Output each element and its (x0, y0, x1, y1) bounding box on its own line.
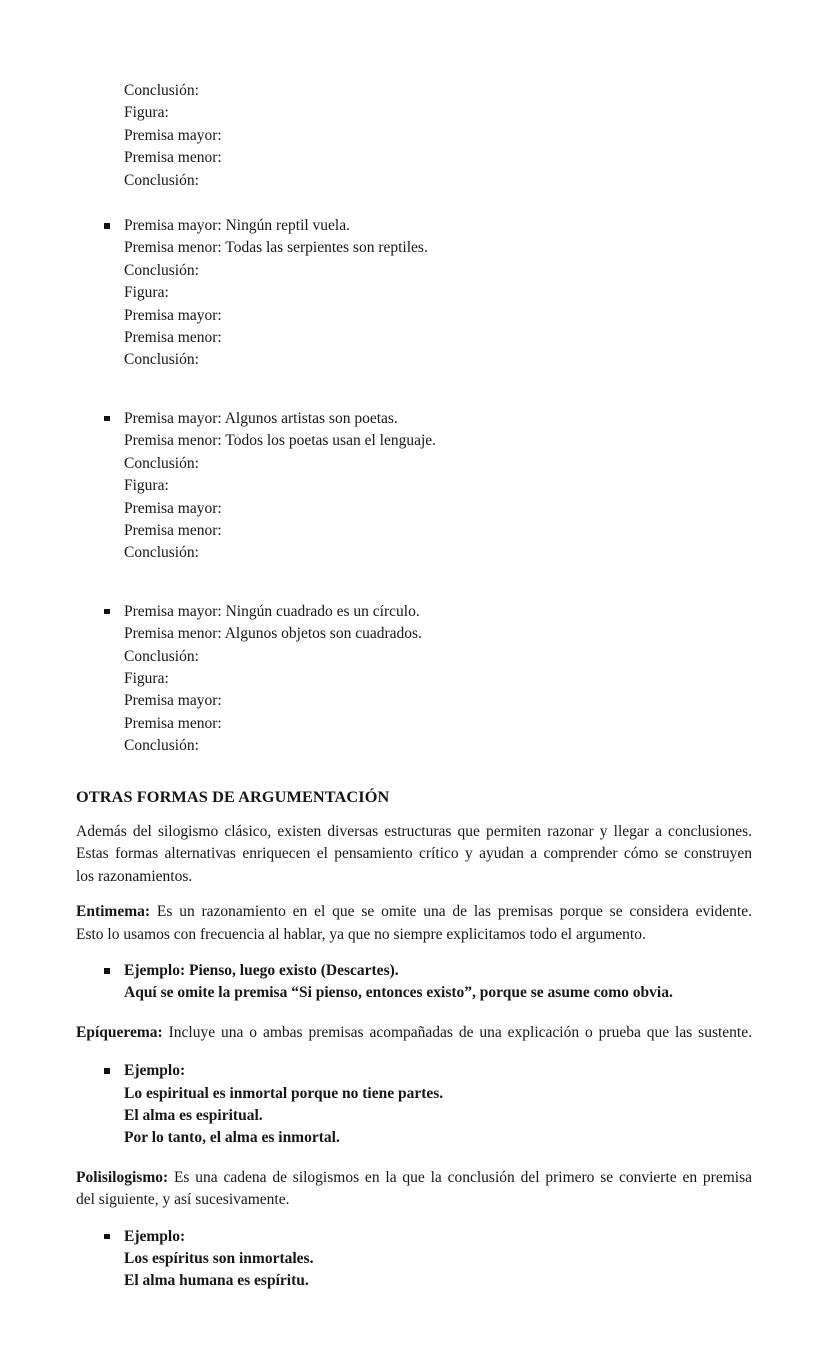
field-label: Conclusión: (124, 647, 199, 665)
syllogism-item (76, 408, 752, 565)
premise-line: Premisa menor: Todos los poetas usan el lenguaje. (124, 432, 437, 450)
field-label: Conclusión: (124, 351, 199, 369)
example-line: Aquí se omite la premisa “Si pienso, entonces existo”, porque se asume como obvia. (124, 984, 673, 1002)
syllogism-continuation-block (76, 80, 752, 192)
example-line: El alma es espiritual. (124, 1107, 263, 1125)
bullet-square-icon (104, 968, 110, 974)
bullet-square-icon (104, 609, 110, 615)
premise-line: Premisa mayor: Ningún cuadrado es un círculo. (124, 602, 420, 620)
term-definition: Es una cadena de silogismos en la que la conclusión del primero se convierte en premisa (168, 1168, 752, 1186)
bullet-square-icon (104, 1068, 110, 1074)
field-label: Conclusión: (124, 82, 199, 99)
example-line: Ejemplo: Pienso, luego existo (Descartes). (124, 962, 399, 979)
field-label: Conclusión: (124, 171, 199, 189)
field-label: Premisa menor: (124, 329, 222, 347)
example-line: Los espíritus son inmortales. (124, 1250, 314, 1268)
paragraph-line (76, 1167, 752, 1189)
bullet-square-icon (104, 1234, 110, 1240)
intro-paragraph (76, 821, 752, 888)
term-label: Entimema: (76, 903, 151, 921)
field-label: Premisa mayor: (124, 692, 222, 710)
polisilogismo-definition (76, 1167, 752, 1212)
premise-line: Premisa mayor: Ningún reptil vuela. (124, 217, 350, 235)
field-label: Conclusión: (124, 737, 199, 755)
premise-line: Premisa mayor: Algunos artistas son poetas. (124, 409, 398, 427)
premise-line: Premisa menor: Todas las serpientes son reptiles. (124, 239, 428, 257)
section-heading: OTRAS FORMAS DE ARGUMENTACIÓN (76, 786, 390, 806)
example-line: Por lo tanto, el alma es inmortal. (124, 1129, 340, 1147)
paragraph-line (76, 1022, 752, 1044)
example-line: Ejemplo: (124, 1062, 186, 1080)
field-label: Figura: (124, 477, 169, 495)
example-line: Lo espiritual es inmortal porque no tiene partes. (124, 1084, 444, 1102)
polisilogismo-example-item (76, 1226, 752, 1293)
term-label: Polisilogismo: (76, 1168, 169, 1186)
paragraph-line: Esto lo usamos con frecuencia al hablar, ya que no siempre explicitamos todo el argumento. (76, 925, 646, 943)
term-label: Epíquerema: (76, 1023, 163, 1041)
field-label: Premisa mayor: (124, 126, 222, 144)
field-label: Conclusión: (124, 454, 199, 472)
field-label: Premisa menor: (124, 149, 222, 167)
paragraph-line: los razonamientos. (76, 867, 193, 885)
example-line: El alma humana es espíritu. (124, 1272, 309, 1290)
field-label: Conclusión: (124, 544, 199, 562)
epiquerema-example-item (76, 1060, 752, 1150)
field-label: Figura: (124, 669, 169, 687)
paragraph-line: del siguiente, y así sucesivamente. (76, 1191, 290, 1209)
entimema-definition (76, 901, 752, 946)
field-label: Conclusión: (124, 261, 199, 279)
entimema-example-item (76, 960, 752, 1005)
paragraph-line (76, 901, 752, 923)
paragraph-line: Estas formas alternativas enriquecen el pensamiento crítico y ayudan a comprender cómo se construyen (76, 845, 752, 863)
field-label: Premisa mayor: (124, 499, 222, 517)
term-definition: Incluye una o ambas premisas acompañadas de una explicación o prueba que las sustente. (162, 1023, 752, 1041)
field-label: Figura: (124, 284, 169, 302)
term-definition: Es un razonamiento en el que se omite una de las premisas porque se considera evidente. (150, 903, 752, 921)
premise-line: Premisa menor: Algunos objetos son cuadrados. (124, 625, 422, 643)
field-label: Premisa menor: (124, 714, 222, 732)
field-label: Premisa mayor: (124, 306, 222, 324)
field-label: Figura: (124, 104, 169, 122)
syllogism-item (76, 601, 752, 758)
example-line: Ejemplo: (124, 1227, 186, 1245)
syllogism-item (76, 215, 752, 372)
bullet-square-icon (104, 223, 110, 229)
bullet-square-icon (104, 416, 110, 422)
epiquerema-definition (76, 1022, 752, 1044)
paragraph-line: Además del silogismo clásico, existen diversas estructuras que permiten razonar y llegar a conclusiones. (76, 822, 752, 840)
field-label: Premisa menor: (124, 521, 222, 539)
